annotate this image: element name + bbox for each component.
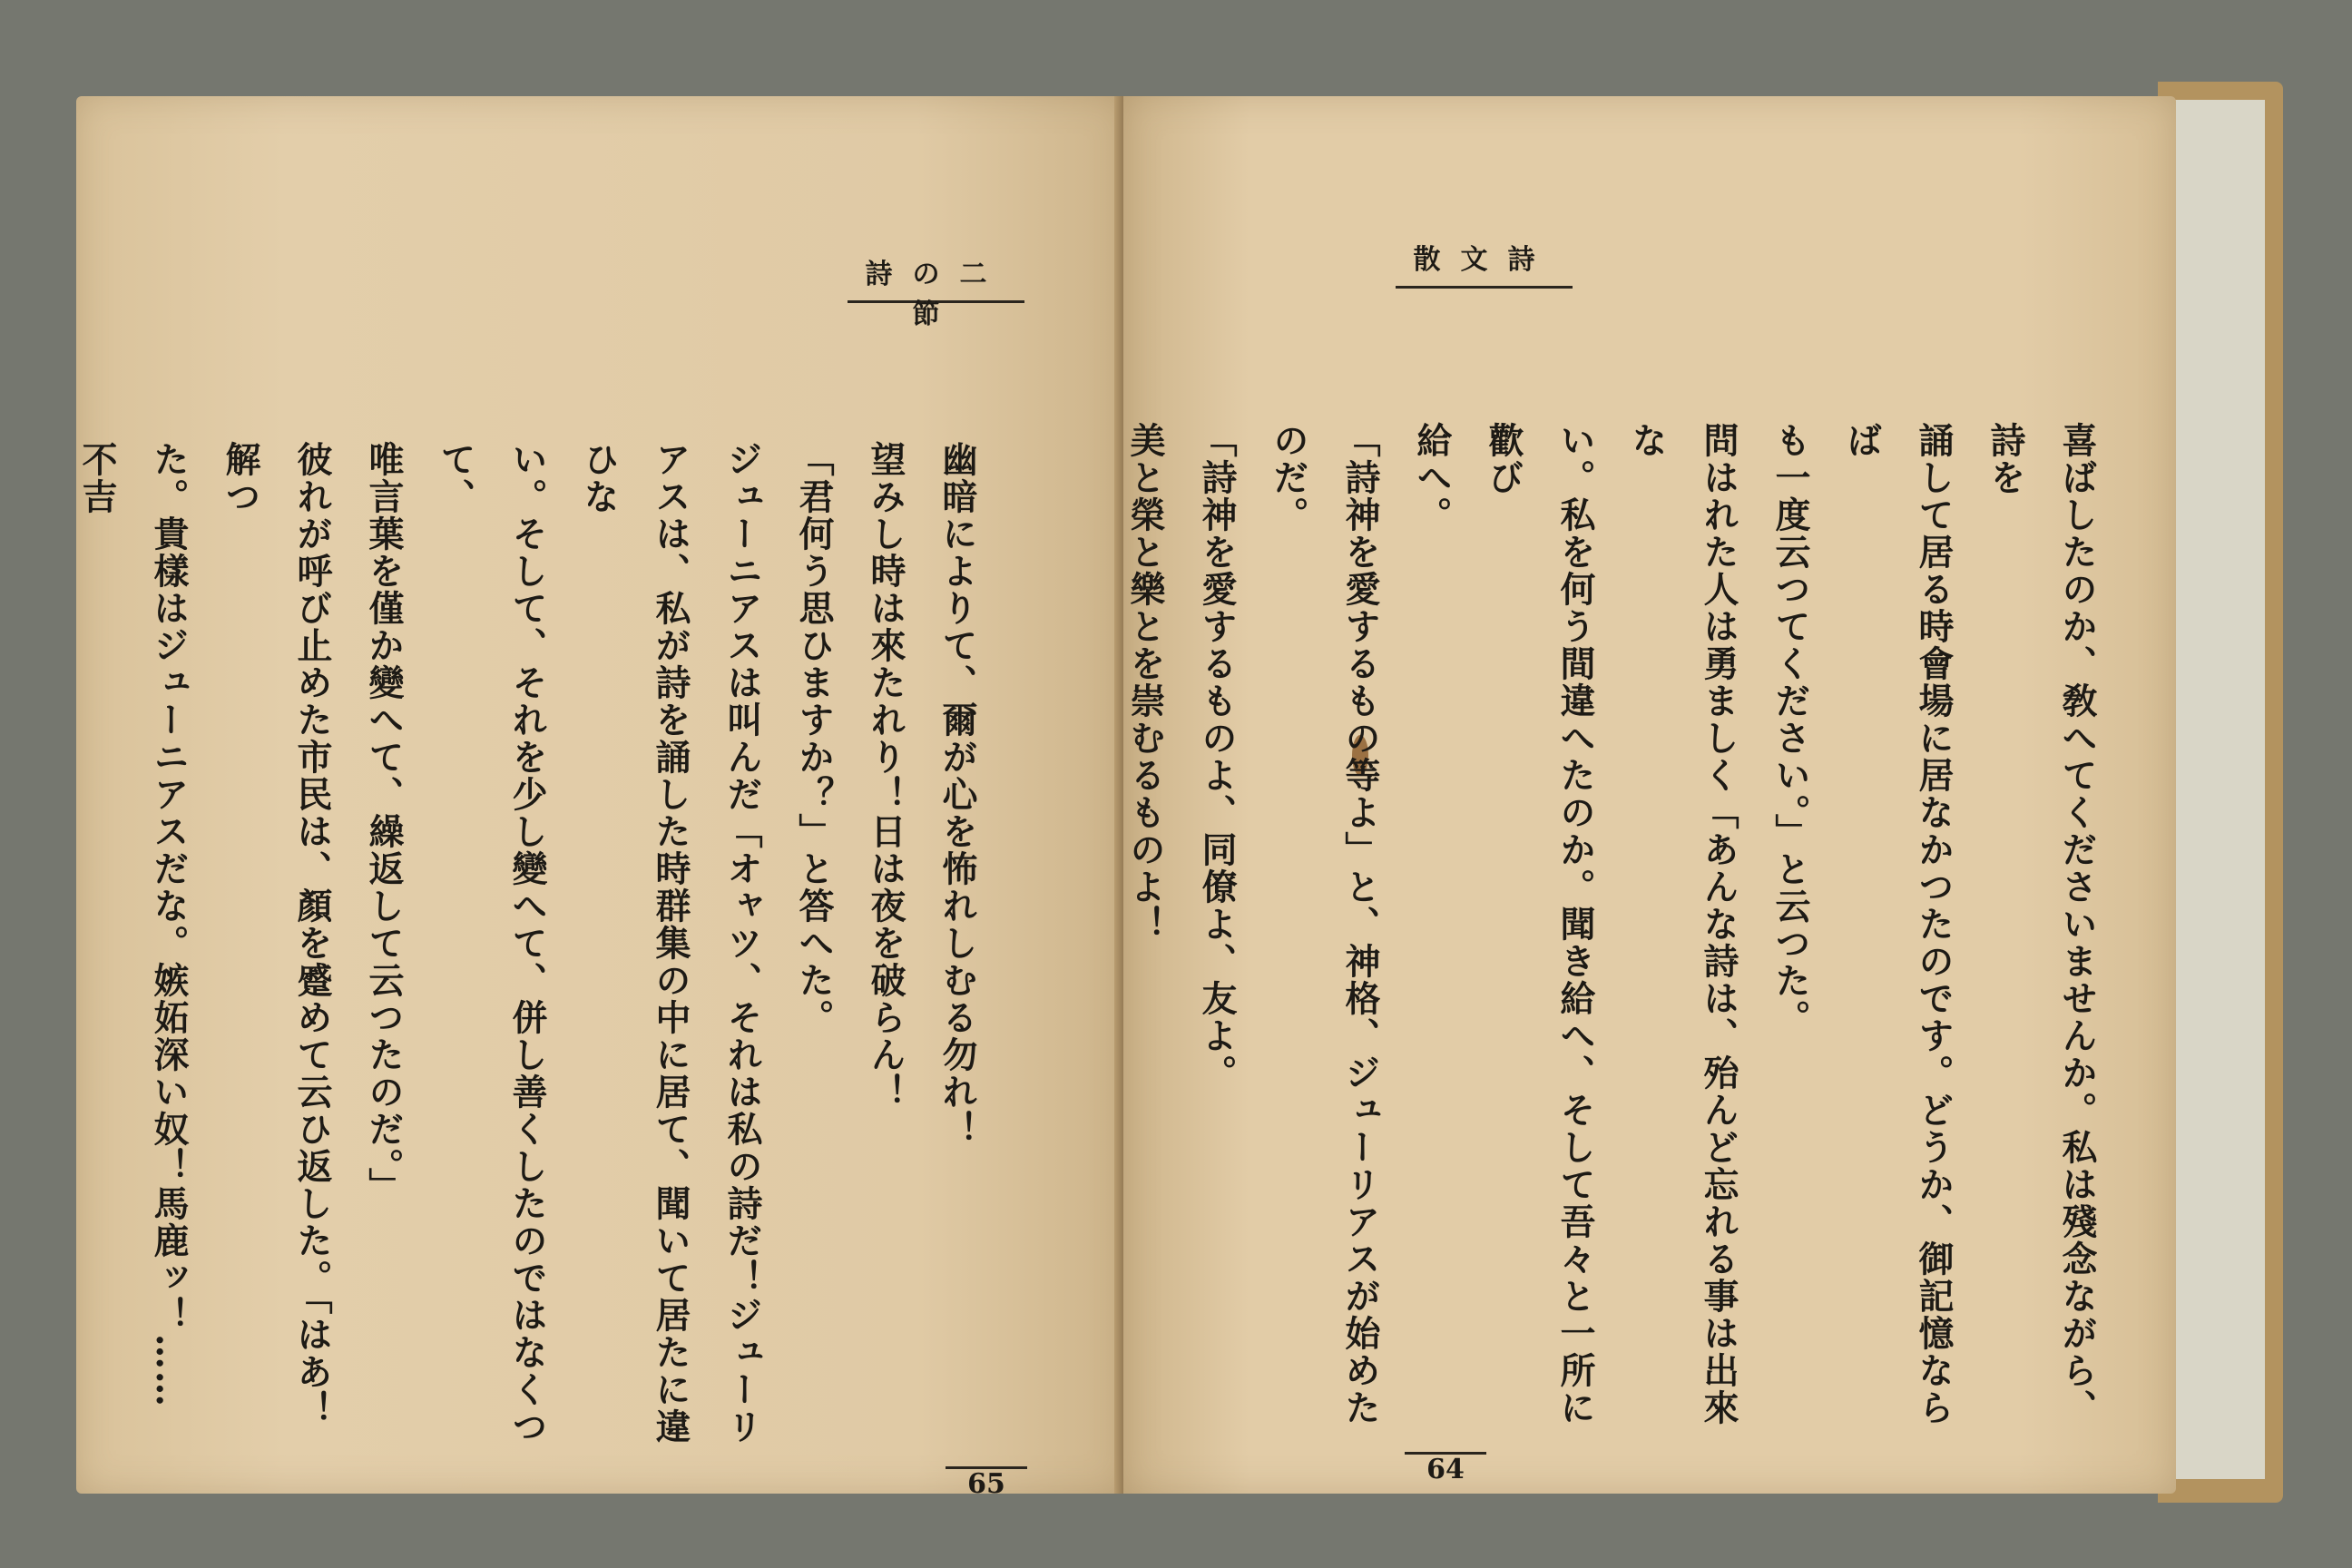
text-line: 「君何う思ひますか？」と答へた。 [793,441,835,1036]
text-line: 誦して居る時會場に居なかつたのです。どうか、御記憶ならば [1841,422,1955,1426]
text-line: 「詩神を愛するものよ、同僚よ、友よ。 [1196,422,1238,1092]
text-line: 美と榮と樂とを崇むるものよ！ [1124,422,1166,943]
text-line: い。そして、それを少し變へて、併し善くしたのではなくつて、 [435,441,548,1446]
right-page-header: 散文詩 [1396,240,1573,289]
page-edges [2174,100,2265,1479]
text-line: た。貴樣はジューニアスだな。嫉妬深い奴！馬鹿ッ！…… 不吉 [76,441,190,1446]
right-page-text [1124,422,2112,1434]
left-page-text [76,441,993,1448]
text-line: 唯言葉を僅か變へて、繰返して云つたのだ。」 [363,441,405,1205]
left-page [76,96,1127,1500]
text-line: アスは、私が詩を誦した時群集の中に居て、聞いて居たに違ひな [578,441,691,1446]
text-line: 彼れが呼び止めた市民は、顏を蹙めて云ひ返した。「はあ！解つ [220,441,333,1428]
text-line: 幽暗によりて、爾が心を怖れしむる勿れ！ [936,441,978,1148]
text-line: 望みし時は來たれり！日は夜を破らん！ [865,441,906,1111]
text-line: も一度云つてください。」と云つた。 [1769,422,1811,1037]
text-line: い。私を何う間違へたのか。聞き給へ、そして吾々と一所に歡び [1483,422,1596,1426]
right-page-number: 64 [1405,1452,1486,1485]
text-line: ジューニアスは叫んだ「オャツ、それは私の詩だ！ジューリ [721,441,763,1446]
left-page-number: 65 [946,1466,1027,1500]
text-line: 「詩神を愛するもの等よ」と、神格、ジューリアスが始めたのだ。 [1268,422,1381,1426]
left-page-header: 詩の二節 [848,255,1024,303]
book [71,82,2285,1499]
text-line: 問はれた人は勇ましく「あんな詩は、殆んど忘れる事は出來な [1626,422,1740,1426]
text-line: 喜ばしたのか、敎へてくださいませんか。私は殘念ながら、詩を [1984,422,2098,1426]
text-line: 給へ。 [1411,422,1453,534]
